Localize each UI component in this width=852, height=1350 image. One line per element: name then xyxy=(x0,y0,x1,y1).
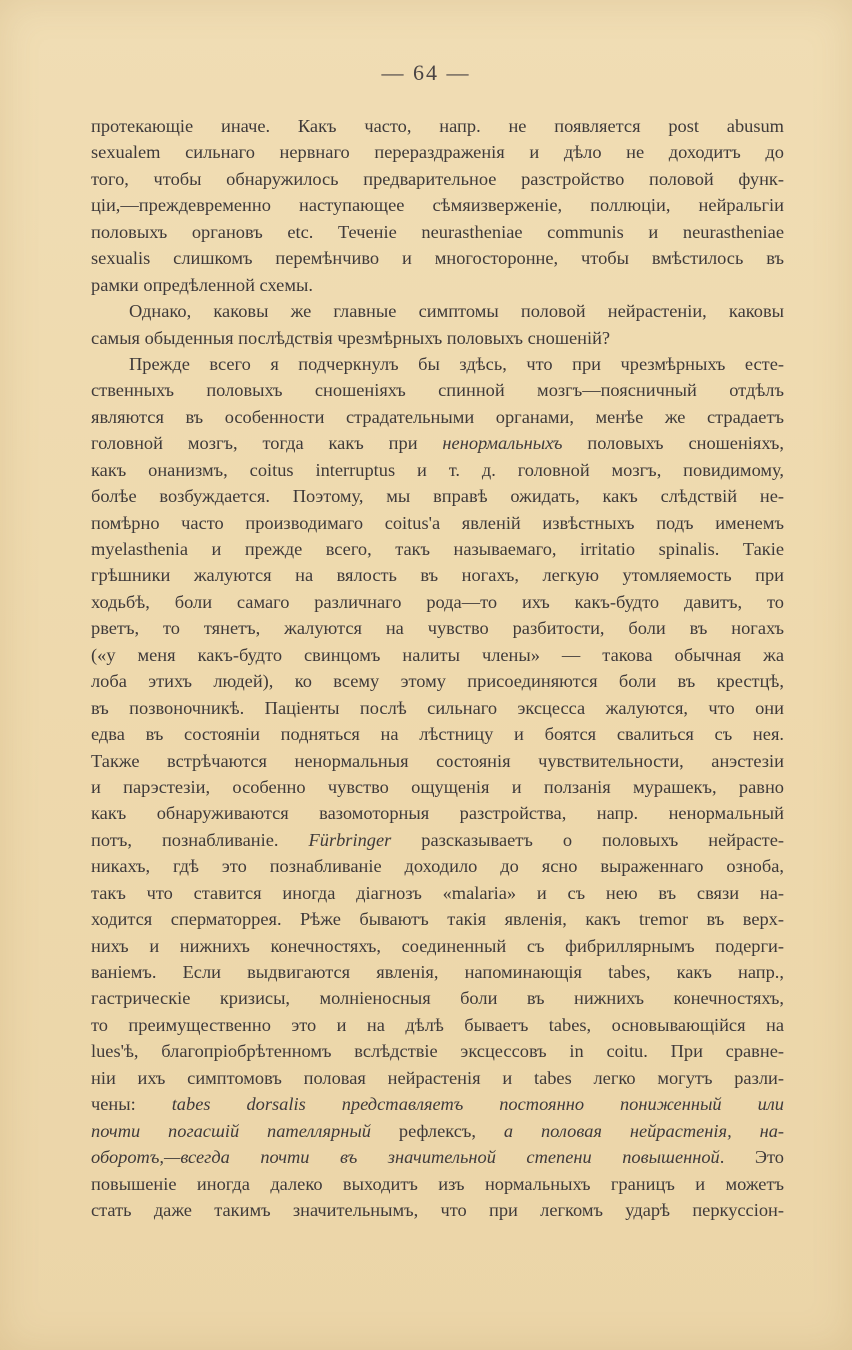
italic-run: ненормальныхъ xyxy=(442,433,563,454)
text-line xyxy=(91,377,784,403)
text-line xyxy=(91,985,784,1011)
text-line xyxy=(91,827,784,853)
text-line xyxy=(91,325,784,351)
text-run: . Это xyxy=(719,1147,784,1168)
text-line xyxy=(91,510,784,536)
text-run: myelasthenіa и прежде всего, такъ называемаго, irritatio spinalis. Такіе xyxy=(91,539,784,559)
text-line xyxy=(91,800,784,826)
text-line xyxy=(91,457,784,483)
text-line xyxy=(91,959,784,985)
text-line xyxy=(91,695,784,721)
text-line xyxy=(91,774,784,800)
text-line xyxy=(91,1144,784,1170)
text-run: какъ онанизмъ, coitus interruptus и т. д. головной мозгъ, повидимому, xyxy=(91,459,784,480)
text-line xyxy=(91,1091,784,1117)
text-line xyxy=(91,245,784,271)
text-run: половыхъ сношеніяхъ, xyxy=(562,433,784,454)
text-line xyxy=(91,404,784,430)
page-number: — 64 — xyxy=(381,60,471,85)
text-line xyxy=(91,192,784,218)
text-line xyxy=(91,113,784,139)
text-run: рамки опредѣленной схемы. xyxy=(91,274,313,295)
text-run: лоба этихъ людей), ко всему этому присоединяются боли въ крестцѣ, xyxy=(91,671,784,692)
text-run: sexualis слишкомъ перемѣнчиво и многосторонне, чтобы вмѣстилось въ xyxy=(91,248,784,269)
text-line xyxy=(91,933,784,959)
text-run: повышеніе иногда далеко выходитъ изъ нормальныхъ границъ и можетъ xyxy=(91,1173,784,1194)
italic-run: tabes dorsalis представляетъ постоянно пониженный или xyxy=(171,1094,784,1115)
italic-run: Fürbringer xyxy=(308,829,392,850)
text-line xyxy=(91,1012,784,1038)
text-run: то преимущественно это и на дѣлѣ бываетъ tabes, основывающійся на xyxy=(91,1014,784,1035)
text-line xyxy=(91,483,784,509)
italic-run: а половая нейрастенія, на- xyxy=(503,1120,784,1141)
text-line xyxy=(91,219,784,245)
text-run: рветъ, то тянетъ, жалуются на чувство разбитости, боли въ ногахъ xyxy=(91,618,784,639)
text-run: Прежде всего я подчеркнулъ бы здѣсь, что при чрезмѣрныхъ есте- xyxy=(129,353,784,374)
text-line xyxy=(91,351,784,377)
text-run: рефлексъ, xyxy=(370,1120,504,1141)
text-run: нихъ и нижнихъ конечностяхъ, соединенный съ фибриллярнымъ подерги- xyxy=(91,935,784,956)
text-run: въ позвоночникѣ. Паціенты послѣ сильнаго эксцесса жалуются, что они xyxy=(91,697,784,718)
text-run: чены: xyxy=(91,1094,172,1115)
text-run: самыя обыденныя послѣдствія чрезмѣрныхъ половыхъ сношеній? xyxy=(91,327,611,348)
text-run: являются въ особенности страдательными органами, менѣе же страдаетъ xyxy=(91,406,784,427)
text-line xyxy=(91,1197,784,1223)
text-run: ственныхъ половыхъ сношеніяхъ спинной мозгъ—поясничный отдѣлъ xyxy=(91,380,784,401)
text-line xyxy=(91,536,784,562)
text-line xyxy=(91,166,784,192)
text-run: такъ что ставится иногда діагнозъ «malaria» и съ нею въ связи на- xyxy=(91,882,784,903)
text-line xyxy=(91,748,784,774)
text-run: ціи,—преждевременно наступающее сѣмяизверженіе, поллюціи, нейральгіи xyxy=(91,195,784,216)
text-run: («у меня какъ-будто свинцомъ налиты члены» — такова обычная жа xyxy=(91,644,784,665)
italic-run: оборотъ,—всегда почти въ значительной степени повышенной xyxy=(91,1147,720,1168)
text-run: гастрическіе кризисы, молніеносныя боли въ нижнихъ конечностяхъ, xyxy=(91,988,784,1009)
text-run: грѣшники жалуются на вялость въ ногахъ, легкую утомляемость при xyxy=(91,565,784,586)
text-run: sexualem сильнаго нервнаго перераздраженія и дѣло не доходитъ до xyxy=(91,142,784,163)
text-line xyxy=(91,906,784,932)
text-run: помѣрно часто производимаго coitus'а явленій извѣстныхъ подъ именемъ xyxy=(91,512,784,533)
text-line xyxy=(91,139,784,165)
text-run: головной мозгъ, тогда какъ при xyxy=(91,433,443,454)
text-line xyxy=(91,880,784,906)
text-run: едва въ состояніи подняться на лѣстницу и боятся свалиться съ нея. xyxy=(91,724,784,745)
text-line xyxy=(91,1065,784,1091)
text-run: ходится сперматоррея. Рѣже бываютъ такія явленія, какъ tremor въ верх- xyxy=(91,909,784,930)
text-line xyxy=(91,615,784,641)
text-run: Однако, каковы же главные симптомы половой нейрастеніи, каковы xyxy=(129,301,784,322)
text-run: ходьбѣ, боли самаго различнаго рода—то ихъ какъ-будто давитъ, то xyxy=(91,591,784,612)
text-run: протекающіе иначе. Какъ часто, напр. не появляется post abusum xyxy=(91,116,784,136)
text-run: никахъ, гдѣ это познабливаніе доходило до ясно выраженнаго озноба, xyxy=(91,856,784,877)
text-line xyxy=(91,272,784,298)
text-run: Также встрѣчаются ненормальныя состоянія чувствительности, анэстезіи xyxy=(91,750,784,771)
text-run: lues'ѣ, благопріобрѣтенномъ вслѣдствіе эксцессовъ in coitu. При сравне- xyxy=(91,1041,784,1062)
text-run: того, чтобы обнаружилось предварительное разстройство половой функ- xyxy=(91,168,784,189)
text-run: разсказываетъ о половыхъ нейрасте- xyxy=(391,829,784,850)
text-line xyxy=(91,668,784,694)
text-line xyxy=(91,430,784,456)
text-line xyxy=(91,1171,784,1197)
text-line xyxy=(91,562,784,588)
text-run: и парэстезіи, особенно чувство ощущенія и ползанія мурашекъ, равно xyxy=(91,776,784,797)
text-run: болѣе возбуждается. Поэтому, мы вправѣ ожидать, какъ слѣдствій не- xyxy=(91,486,784,507)
text-line xyxy=(91,1038,784,1064)
italic-run: почти погасшій пателлярный xyxy=(91,1120,371,1141)
body-text xyxy=(91,113,784,1223)
text-run: стать даже такимъ значительнымъ, что при легкомъ ударѣ перкуссіон- xyxy=(91,1199,784,1220)
text-run: потъ, познабливаніе. xyxy=(91,829,309,850)
text-line xyxy=(91,1118,784,1144)
text-run: половыхъ органовъ etc. Теченіе neurasthenіae communis и neurasthenіae xyxy=(91,221,784,242)
text-line xyxy=(91,642,784,668)
text-line xyxy=(91,589,784,615)
text-line xyxy=(91,721,784,747)
text-run: ваніемъ. Если выдвигаются явленія, напоминающія tabes, какъ напр., xyxy=(91,962,784,982)
text-run: ніи ихъ симптомовъ половая нейрастенія и tabes легко могутъ разли- xyxy=(91,1067,784,1088)
text-line xyxy=(91,853,784,879)
text-run: какъ обнаруживаются вазомоторныя разстройства, напр. ненормальный xyxy=(91,803,784,824)
text-line xyxy=(91,298,784,324)
